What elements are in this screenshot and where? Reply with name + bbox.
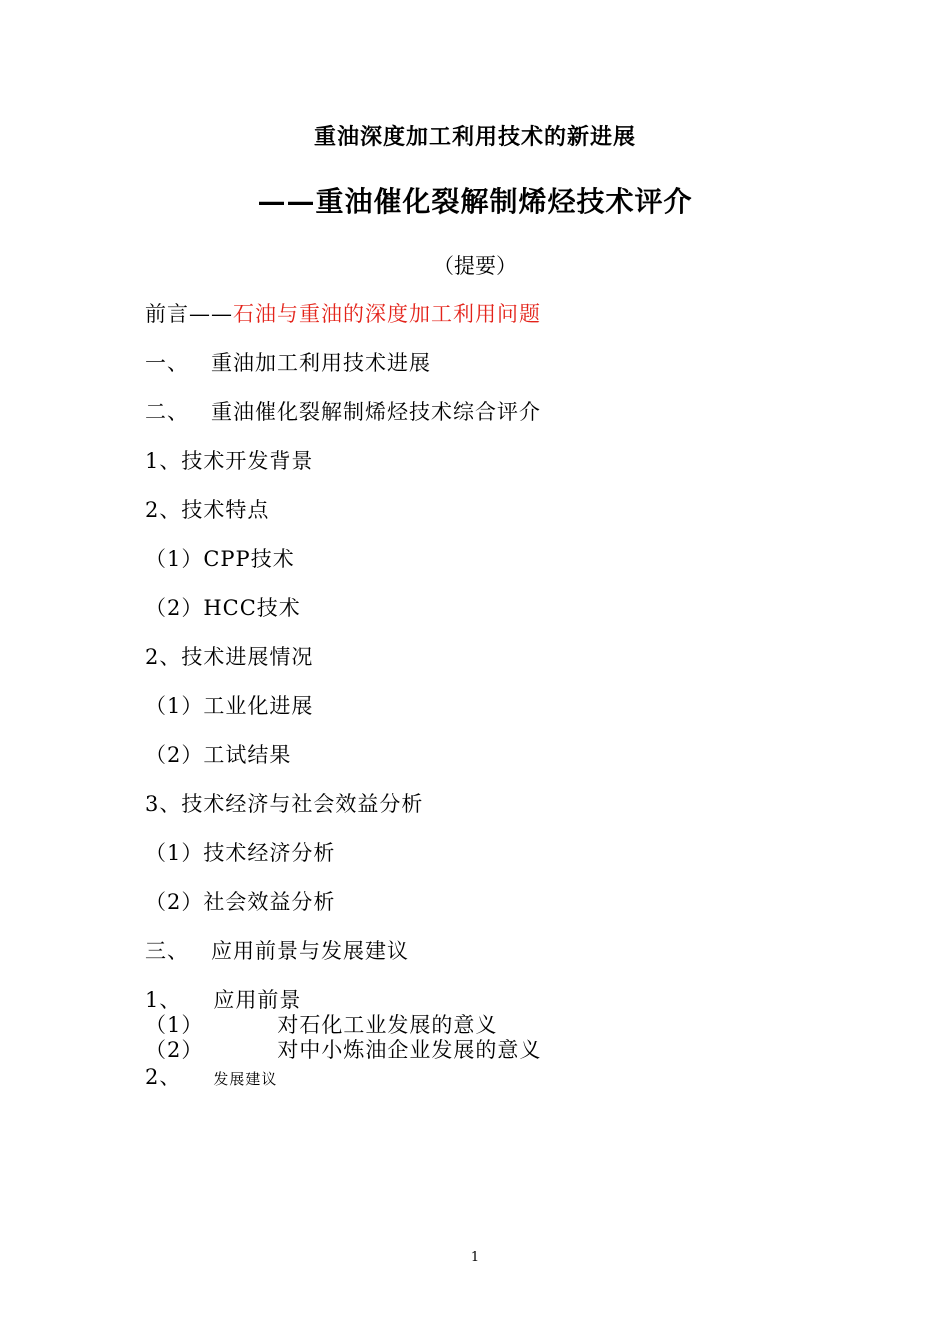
page-number: 1 — [470, 1250, 480, 1265]
outline-item — [145, 739, 291, 769]
outline-item — [145, 543, 295, 573]
outline-text: 重油加工利用技术进展 — [211, 351, 431, 375]
outline-number: 二、 — [145, 400, 189, 424]
prospect-text: 发展建议 — [213, 1070, 278, 1088]
outline-text: 重油催化裂解制烯烃技术综合评介 — [211, 400, 541, 424]
prospect-sub-text: 对石化工业发展的意义 — [277, 1013, 498, 1037]
preface-prefix: 前言—— — [145, 302, 233, 326]
outline-text: （2）HCC技术 — [145, 596, 301, 620]
preface-text: 石油与重油的深度加工利用问题 — [233, 302, 541, 326]
outline-text: 应用前景与发展建议 — [211, 939, 409, 963]
outline-text: 2、技术特点 — [145, 498, 270, 522]
outline-text: （1）工业化进展 — [145, 694, 314, 718]
outline-item — [145, 837, 335, 867]
outline-item — [145, 592, 301, 622]
outline-item — [145, 690, 313, 720]
prospect-number: 1、 — [145, 988, 182, 1012]
outline-text: （2）社会效益分析 — [145, 890, 336, 914]
outline-number: 一、 — [145, 351, 189, 375]
outline-text: 3、技术经济与社会效益分析 — [145, 792, 424, 816]
preface-line — [145, 298, 541, 328]
outline-item — [145, 494, 269, 524]
outline-item — [145, 641, 313, 671]
outline-item — [145, 788, 423, 818]
outline-item — [145, 445, 313, 475]
outline-text: 1、技术开发背景 — [145, 449, 314, 473]
prospect-text: 应用前景 — [213, 988, 302, 1012]
outline-text: （2）工试结果 — [145, 743, 292, 767]
prospect-number: 2、 — [145, 1065, 182, 1089]
prospect-item — [145, 1061, 277, 1091]
document-title: 重油深度加工利用技术的新进展 — [313, 124, 636, 150]
outline-number: 三、 — [145, 939, 189, 963]
prospect-sub-number: （2） — [145, 1038, 204, 1062]
outline-text: （1）技术经济分析 — [145, 841, 336, 865]
document-subtitle: ——重油催化裂解制烯烃技术评介 — [257, 185, 693, 218]
outline-text: （1）CPP技术 — [145, 547, 295, 571]
outline-item — [145, 396, 541, 426]
outline-item — [145, 886, 335, 916]
outline-text: 2、技术进展情况 — [145, 645, 314, 669]
prospect-sub-number: （1） — [145, 1013, 204, 1037]
outline-item — [145, 935, 409, 965]
prospect-sub-text: 对中小炼油企业发展的意义 — [277, 1038, 542, 1062]
abstract-label: （提要） — [433, 254, 517, 278]
prospect-subitem — [145, 1034, 541, 1064]
outline-item — [145, 347, 431, 377]
